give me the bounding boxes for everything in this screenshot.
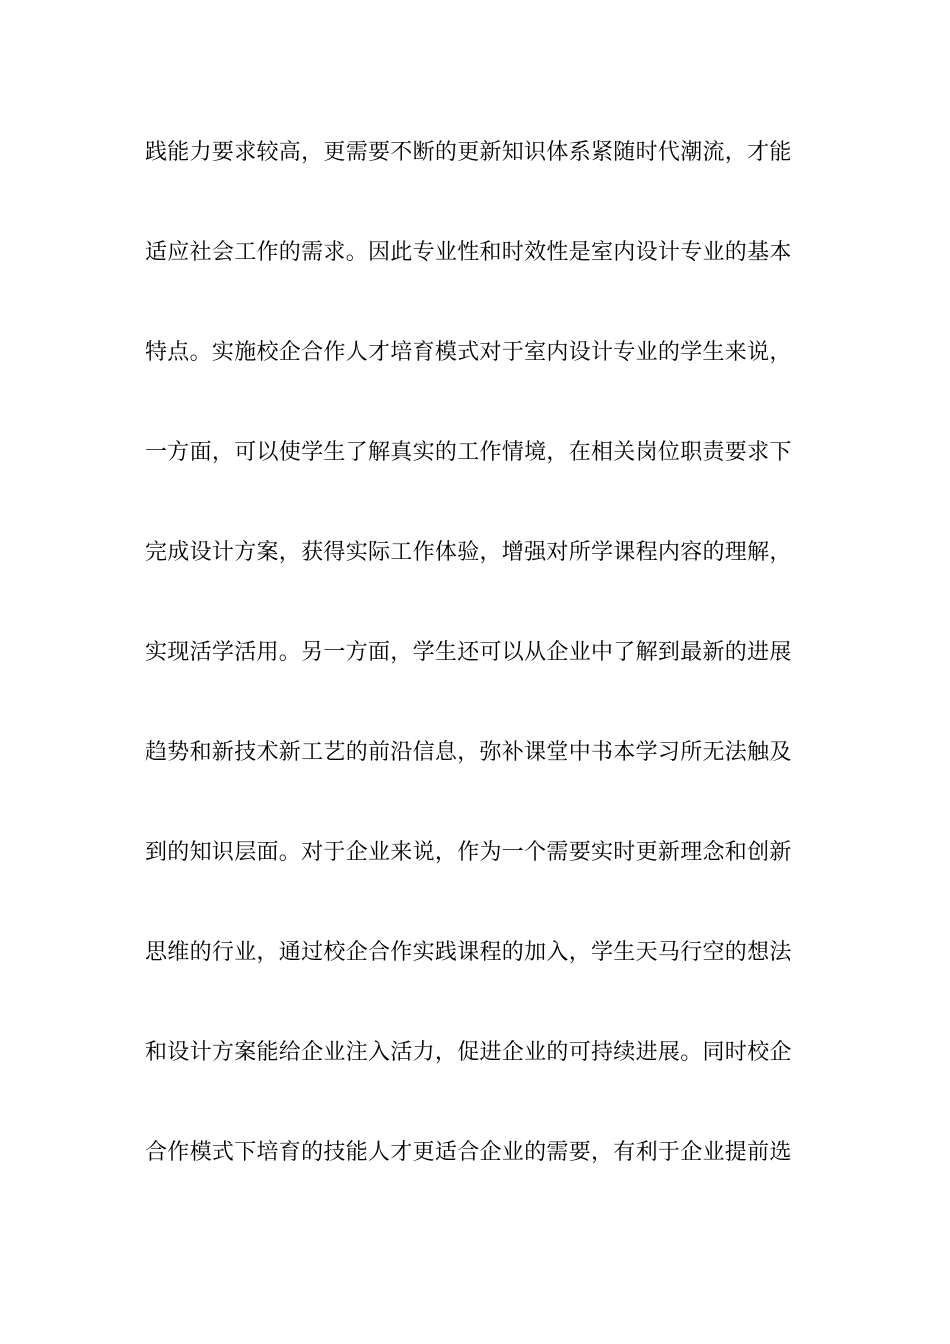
text-line: 思维的行业，通过校企合作实践课程的加入，学生天马行空的想法 <box>145 940 792 965</box>
text-line: 趋势和新技术新工艺的前沿信息，弥补课堂中书本学习所无法触及 <box>145 740 792 765</box>
body-paragraph <box>145 130 810 1230</box>
text-line: 合作模式下培育的技能人才更适合企业的需要，有利于企业提前选 <box>145 1140 792 1165</box>
text-line: 完成设计方案，获得实际工作体验，增强对所学课程内容的理解， <box>145 540 792 565</box>
text-line: 适应社会工作的需求。因此专业性和时效性是室内设计专业的基本 <box>145 240 792 265</box>
text-line: 和设计方案能给企业注入活力，促进企业的可持续进展。同时校企 <box>145 1040 792 1065</box>
text-line: 到的知识层面。对于企业来说，作为一个需要实时更新理念和创新 <box>145 840 792 865</box>
text-line: 实现活学活用。另一方面，学生还可以从企业中了解到最新的进展 <box>145 640 792 665</box>
text-line: 践能力要求较高，更需要不断的更新知识体系紧随时代潮流，才能 <box>145 140 792 165</box>
text-line: 特点。实施校企合作人才培育模式对于室内设计专业的学生来说， <box>145 340 792 365</box>
text-line: 一方面，可以使学生了解真实的工作情境，在相关岗位职责要求下 <box>145 440 792 465</box>
